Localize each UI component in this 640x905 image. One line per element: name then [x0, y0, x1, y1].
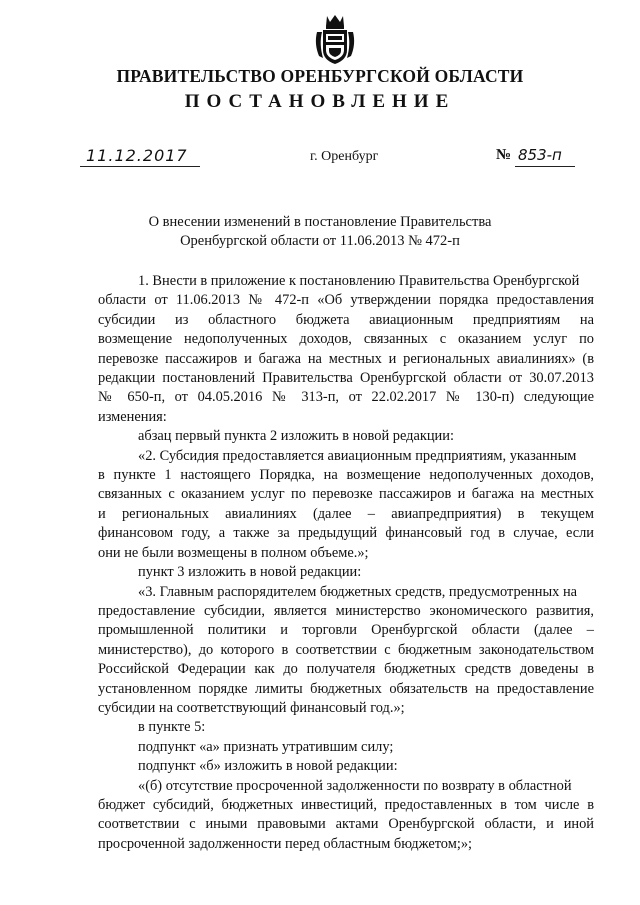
document-subject — [0, 213, 640, 251]
body-line: они не были возмещены в полном объеме.»; — [98, 544, 369, 561]
body-line: бюджет субсидий, бюджетных инвестиций, предоставленных в том числе в — [98, 796, 594, 813]
body-line: области от 11.06.2013 № 472-п «Об утверждении порядка предоставления — [98, 292, 594, 309]
document-date: 11.12.2017 — [86, 146, 188, 165]
body-line: абзац первый пункта 2 изложить в новой редакции: — [138, 428, 454, 445]
body-line: подпункт «а» признать утратившим силу; — [138, 738, 394, 755]
body-line: пункт 3 изложить в новой редакции: — [138, 564, 362, 581]
document-type: ПОСТАНОВЛЕНИЕ — [184, 91, 456, 112]
body-line: «(б) отсутствие просроченной задолженности по возврату в областной — [138, 777, 572, 794]
body-line: «3. Главным распорядителем бюджетных средств, предусмотренных на — [138, 583, 578, 600]
document-city: г. Оренбург — [310, 149, 379, 164]
body-line: просроченной задолженности перед областным бюджетом;»; — [98, 835, 473, 852]
document-body — [98, 272, 594, 854]
body-line: связанных с оказанием услуг по перевозке пассажиров и багажа на местных — [98, 486, 594, 503]
body-line: редакции постановлений Правительства Оренбургской области от 30.07.2013 — [98, 370, 594, 387]
body-line: возмещение недополученных доходов, связанных с оказанием услуг по — [98, 331, 594, 348]
body-line: «2. Субсидия предоставляется авиационным предприятиям, указанным — [138, 447, 577, 464]
body-line: Российской Федерации как до получателя бюджетных средств доведены в — [98, 661, 594, 678]
body-line: соответствии с иными правовыми актами Оренбургской области, и иной — [98, 816, 594, 833]
orenburg-coat-of-arms-icon — [314, 14, 356, 66]
body-line: министерство), до которого в соответствии с бюджетным законодательством — [98, 641, 594, 658]
document-number: 853-п — [518, 146, 562, 164]
subject-line: Оренбургской области от 11.06.2013 № 472-п — [180, 233, 460, 249]
body-line: 1. Внести в приложение к постановлению Правительства Оренбургской — [138, 273, 580, 289]
body-line: перевозке пассажиров и багажа на местных и региональных авиалиниях» (в — [98, 350, 594, 367]
body-line: подпункт «б» изложить в новой редакции: — [138, 758, 398, 775]
body-line: финансовом году, а также за предыдущий финансовый год в случае, если — [98, 525, 594, 542]
body-line: субсидии на соответствующий финансовый год.»; — [98, 699, 405, 716]
body-line: промышленной политики и торговли Оренбургской области (далее – — [98, 622, 594, 639]
body-line: субсидии из областного бюджета авиационным предприятиям на — [98, 311, 594, 328]
body-line: № 650-п, от 04.05.2016 № 313-п, от 22.02.2017 № 130-п) следующие — [98, 389, 594, 406]
organization-title: ПРАВИТЕЛЬСТВО ОРЕНБУРГСКОЙ ОБЛАСТИ — [116, 66, 524, 86]
document-number-label: № — [496, 147, 512, 163]
body-line: в пункте 5: — [138, 719, 206, 736]
number-underline — [515, 166, 575, 167]
body-line: в пункте 1 настоящего Порядка, на возмещение недополученных доходов, — [98, 467, 594, 484]
date-underline — [80, 166, 200, 167]
body-line: установленном порядке лимиты бюджетных обязательств на предоставление — [98, 680, 594, 697]
body-line: изменения: — [98, 408, 167, 425]
body-line: предоставление субсидии, является министерство экономического развития, — [98, 602, 594, 619]
subject-line: О внесении изменений в постановление Правительства — [148, 214, 492, 230]
body-line: и региональных авиалиниях (далее – авиапредприятия) в текущем — [98, 505, 594, 522]
